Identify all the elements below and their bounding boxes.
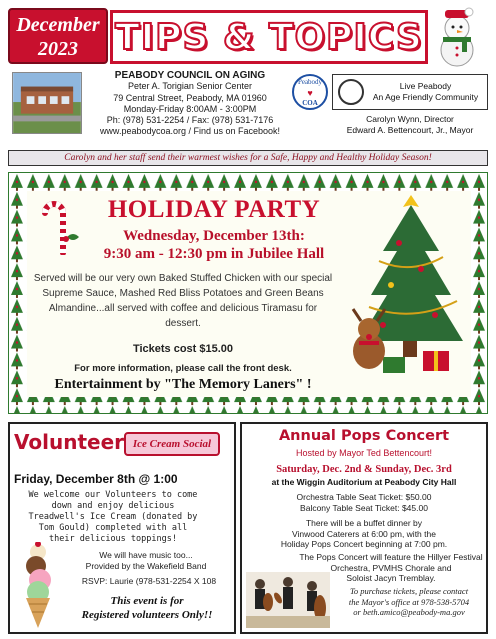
volunteer-restriction-line2: Registered volunteers Only!! bbox=[81, 609, 213, 621]
party-menu: Served will be our very own Baked Stuffed Chicken with our special Supreme Sauce, Mashed Red Bliss Potatoes and Green Beans Almandine...all served with coffee and delicious Tiramasu for dessert. bbox=[33, 273, 333, 329]
pops-title: Annual Pops Concert bbox=[278, 428, 450, 444]
pops-dinner-line1: There will be a buffet dinner by bbox=[305, 518, 423, 528]
pops-dates: Saturday, Dec. 2nd & Sunday, Dec. 3rd bbox=[276, 464, 452, 475]
volunteer-title: Volunteer bbox=[14, 430, 125, 454]
party-datetime bbox=[89, 227, 339, 263]
volunteer-music-line1: We will have music too... bbox=[99, 550, 193, 560]
pops-dinner-line3: Holiday Pops Concert beginning at 7:00 pm. bbox=[280, 539, 448, 549]
masthead-box bbox=[110, 10, 428, 64]
snowman-icon bbox=[428, 6, 486, 68]
candy-cane-icon bbox=[41, 195, 81, 255]
ice-cream-social-label: Ice Cream Social bbox=[124, 432, 220, 456]
pops-feature-line3: Soloist Jacyn Tremblay. bbox=[346, 573, 436, 583]
holiday-party-section bbox=[8, 172, 488, 414]
coa-logo-top: Peabody bbox=[297, 78, 323, 86]
mayor-name: Edward A. Bettencourt, Jr., Mayor bbox=[346, 125, 474, 135]
musicians-icon bbox=[246, 572, 330, 628]
center-web: www.peabodycoa.org / Find us on Facebook! bbox=[99, 126, 281, 137]
pops-purchase-line3: or beth.amico@peabody-ma.gov bbox=[353, 607, 465, 617]
masthead-title: TIPS & TOPICS bbox=[115, 16, 423, 58]
holiday-wishes-bar: Carolyn and her staff send their warmest wishes for a Safe, Happy and Healthy Holiday Season! bbox=[8, 150, 488, 166]
pops-concert-section bbox=[240, 422, 488, 634]
senior-center-photo bbox=[12, 72, 82, 134]
ice-cream-icon bbox=[14, 542, 62, 630]
center-address: 79 Central Street, Peabody, MA 01960 bbox=[113, 92, 267, 103]
party-date: Wednesday, December 13th: bbox=[123, 228, 305, 244]
pops-ticket-prices bbox=[242, 492, 486, 513]
party-time: 9:30 am - 12:30 pm in Jubilee Hall bbox=[103, 246, 325, 262]
pops-dinner-line2: Vinwood Caterers at 6:00 pm, with the bbox=[292, 528, 436, 539]
council-name: PEABODY COUNCIL ON AGING bbox=[114, 70, 266, 81]
center-phone: Ph: (978) 531-2254 / Fax: (978) 531-7176 bbox=[106, 115, 274, 126]
christmas-tree-icon bbox=[339, 191, 469, 397]
volunteer-music-line2: Provided by the Wakefield Band bbox=[85, 561, 207, 571]
pops-host: Hosted by Mayor Ted Bettencourt! bbox=[296, 448, 432, 458]
volunteer-rsvp: RSVP: Laurie (978-531-2254 X 108 bbox=[81, 576, 217, 586]
city-seal-icon bbox=[338, 79, 364, 105]
center-name: Peter A. Torigian Senior Center bbox=[128, 81, 252, 92]
volunteer-music bbox=[66, 550, 226, 572]
pops-venue: at the Wiggin Auditorium at Peabody City Hall bbox=[271, 477, 457, 487]
pops-purchase-line1: To purchase tickets, please contact bbox=[349, 586, 469, 596]
center-hours: Monday-Friday 8:00AM - 3:00PM bbox=[123, 103, 257, 114]
council-contact bbox=[90, 70, 290, 138]
pops-purchase-line2: the Mayor's office at 978-538-5704 bbox=[348, 596, 470, 607]
pops-feature-line2: Orchestra, PVMHS Chorale and bbox=[330, 562, 452, 573]
officials-block bbox=[332, 114, 488, 136]
issue-month: December bbox=[16, 14, 100, 36]
coa-logo-bottom: COA bbox=[302, 99, 318, 107]
party-title: HOLIDAY PARTY bbox=[107, 196, 321, 223]
pops-feature-line1: The Pops Concert will feature the Hillyer Festival bbox=[299, 552, 483, 562]
director-name: Carolyn Wynn, Director bbox=[366, 114, 454, 124]
live-peabody-box bbox=[332, 74, 488, 110]
volunteer-date: Friday, December 8th @ 1:00 bbox=[14, 472, 178, 486]
issue-date-badge bbox=[8, 8, 108, 64]
pops-balcony-price: Balcony Table Seat Ticket: $45.00 bbox=[300, 502, 428, 513]
pops-purchase-info bbox=[332, 586, 486, 618]
volunteer-restriction-line1: This event is for bbox=[110, 595, 184, 607]
party-content bbox=[27, 191, 471, 397]
volunteer-section bbox=[8, 422, 236, 634]
newsletter-banner bbox=[8, 6, 488, 68]
party-ticket-price: Tickets cost $15.00 bbox=[132, 343, 234, 355]
live-peabody-line1: Live Peabody bbox=[399, 81, 452, 91]
coa-logo-heart: ♥ bbox=[307, 88, 313, 98]
live-peabody-line2: An Age Friendly Community bbox=[372, 92, 479, 102]
party-entertainment: Entertainment by "The Memory Laners" ! bbox=[54, 377, 312, 392]
pops-orchestra-price: Orchestra Table Seat Ticket: $50.00 bbox=[296, 492, 432, 502]
volunteer-description: We welcome our Volunteers to come down and enjoy delicious Treadwell's Ice Cream (donated by Tom Gould) completed with all their delicious toppings! bbox=[28, 490, 198, 544]
party-info: For more information, please call the front desk. bbox=[74, 363, 292, 374]
header-info bbox=[8, 70, 488, 146]
volunteer-restriction bbox=[60, 594, 234, 622]
coa-logo bbox=[290, 74, 330, 120]
issue-year: 2023 bbox=[38, 38, 78, 60]
pops-dinner bbox=[242, 518, 486, 550]
